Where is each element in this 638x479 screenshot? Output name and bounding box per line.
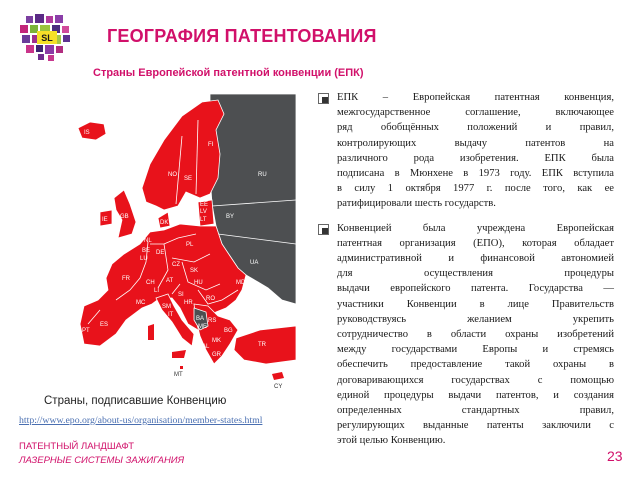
svg-text:SK: SK [190,268,199,274]
svg-text:PL: PL [186,242,194,248]
svg-text:IS: IS [84,130,90,136]
svg-text:BE: BE [142,248,151,254]
svg-text:CH: CH [146,280,155,286]
svg-text:LU: LU [140,256,148,262]
svg-text:SM: SM [162,304,171,310]
paragraph-1-line: ЕПК – Европейская патентная конвенция, [337,92,614,103]
svg-text:AT: AT [166,278,174,284]
svg-text:CZ: CZ [172,262,180,268]
paragraph-2-line: патентная организация (ЕПО), которая обладает [337,237,614,249]
checkbox-bullet-icon [318,224,329,235]
svg-text:MD: MD [236,280,246,286]
svg-text:BA: BA [196,316,205,322]
paragraph-2-line: участники Конвенции в лице Правительств [337,298,614,310]
svg-text:ES: ES [100,322,109,328]
checkbox-bullet-icon [318,93,329,104]
svg-text:DE: DE [156,250,165,256]
paragraph-2-line: обеспечить предоставление такой охраны в [337,359,614,371]
island-sardinia [148,324,154,340]
map-caption: Страны, подписавшие Конвенцию [44,395,227,407]
svg-text:MT: MT [174,372,183,378]
svg-text:RU: RU [258,172,267,178]
footer-report-title: ПАТЕНТНЫЙ ЛАНДШАФТ [19,441,135,452]
svg-text:MK: MK [212,338,221,344]
paragraph-2-line: руководствуясь желанием укрепить [337,313,614,325]
svg-text:ME: ME [198,324,207,330]
paragraph-epc [318,90,614,212]
svg-text:IT: IT [168,312,174,318]
svg-text:LV: LV [200,209,207,215]
paragraph-1-line: в силу 1 октября 1977 г. после того, как ее [337,183,614,195]
svg-text:PT: PT [82,328,90,334]
svg-text:NO: NO [168,172,177,178]
svg-text:LT: LT [200,217,207,223]
svg-text:UA: UA [250,260,259,266]
page-title: ГЕОГРАФИЯ ПАТЕНТОВАНИЯ [107,26,377,46]
svg-text:EE: EE [200,202,209,208]
paragraph-2-line: этой целью Конвенцию. [337,435,446,447]
svg-text:RS: RS [208,318,217,324]
source-link[interactable]: http://www.epo.org/about-us/organisation/member-states.html [19,415,263,426]
paragraph-2-line: определенных стандартных правил, [337,405,614,417]
paragraph-1-line: ратифицировали шесть государств. [337,198,496,210]
paragraph-2-line: для осуществления процедуры [337,268,614,280]
svg-text:RO: RO [206,296,215,302]
paragraph-1-line: межгосударственное соглашение, включающее [337,107,614,119]
country-malta [180,366,183,369]
page-subtitle: Страны Европейской патентной конвенции (ЕПК) [93,67,364,79]
svg-text:SI: SI [178,292,184,298]
svg-text:TR: TR [258,342,266,348]
logo-text: SL [41,33,53,43]
svg-text:BG: BG [224,328,233,334]
svg-text:DK: DK [160,220,169,226]
svg-text:LI: LI [154,288,160,294]
svg-text:AL: AL [202,344,210,350]
paragraph-2-line: сотрудничество в области охраны изобретений [337,329,614,341]
paragraph-2-line: между государствами Европы и стремясь [337,344,614,356]
svg-text:FI: FI [208,142,214,148]
svg-text:MC: MC [136,300,146,306]
company-logo [18,14,78,62]
svg-text:IE: IE [102,217,108,223]
europe-patent-map [60,94,296,396]
svg-text:FR: FR [122,276,130,282]
svg-text:BY: BY [226,214,235,220]
footer-report-subtitle: ЛАЗЕРНЫЕ СИСТЕМЫ ЗАЖИГАНИЯ [19,455,185,466]
svg-text:HU: HU [194,280,203,286]
paragraph-epo [318,221,614,449]
paragraph-1-line: различного рода изобретения. ЕПК была [337,152,614,164]
paragraph-1-line: подписана в Мюнхене в 1973 году. ЕПК вступила [337,168,614,180]
paragraph-2-line: административной и финансовой автономией [337,253,614,265]
paragraph-2-line: Конвенцией была учреждена Европейская [337,222,614,234]
svg-text:GR: GR [212,352,221,358]
svg-text:CY: CY [274,384,283,390]
paragraph-2-line: единой процедуры выдачи патентов, и создания [337,389,614,401]
svg-text:HR: HR [184,300,193,306]
paragraph-1-line: ряд обобщённых положений и правил, [337,122,614,134]
paragraph-2-line: договаривающихся государствах с помощью [337,374,614,386]
page-number: 23 [607,448,623,464]
paragraph-1-line: контролирующих выдачу патентов на [337,137,614,149]
svg-text:NL: NL [144,238,152,244]
paragraph-2-line: выдачи европейского патента. Государства — [337,283,614,295]
svg-text:SE: SE [184,176,193,182]
svg-text:GB: GB [120,214,129,220]
paragraph-2-line: регулирующих выданные патенты заключили с [337,420,614,432]
text-column [318,90,614,458]
